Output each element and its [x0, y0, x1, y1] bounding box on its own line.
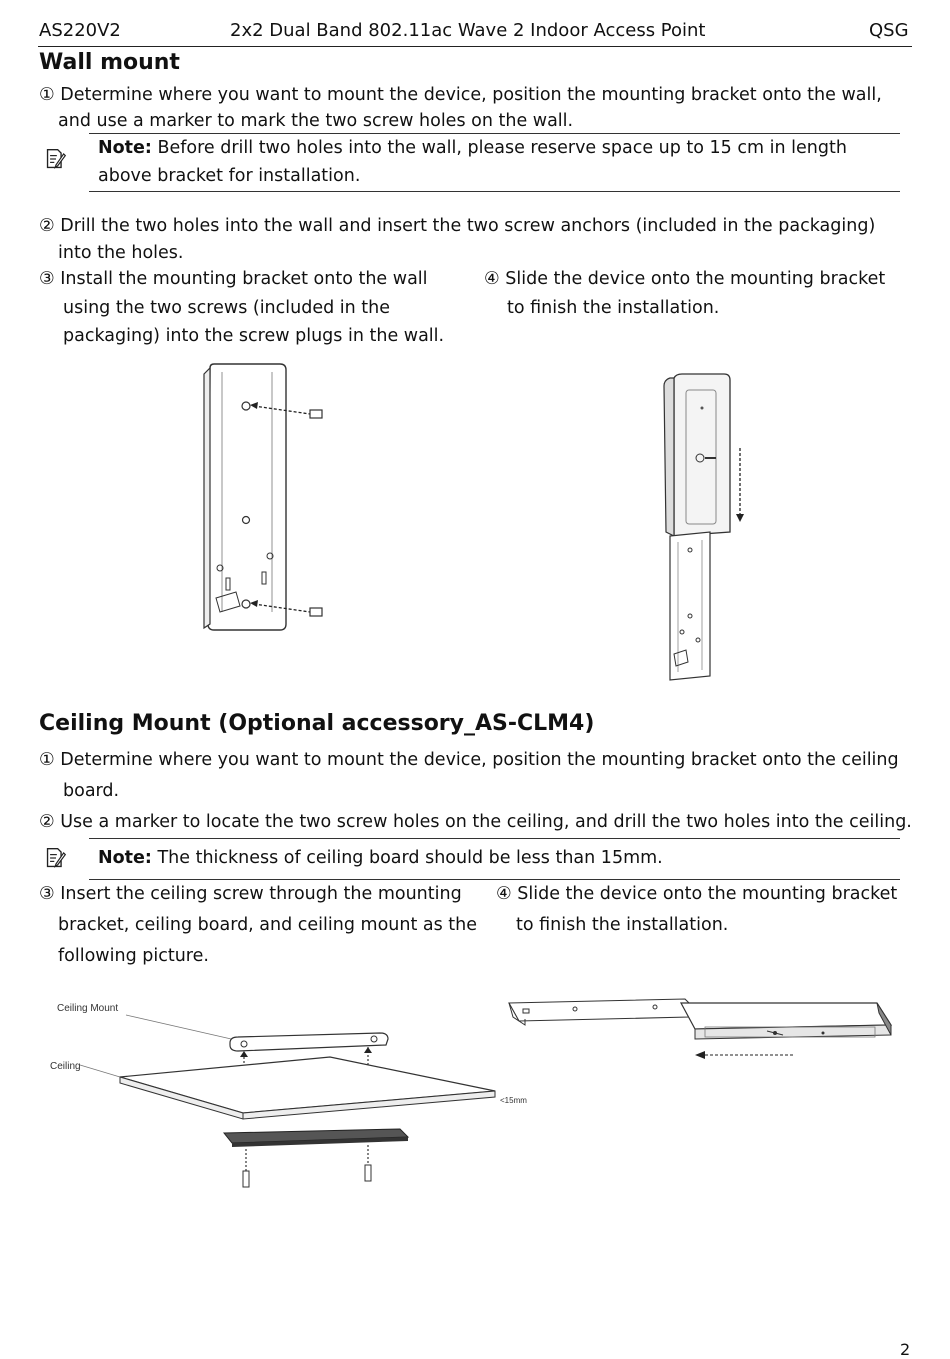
ceiling-step3-line3: following picture.: [58, 946, 209, 966]
wall-step1-line1: ① Determine where you want to mount the device, position the mounting bracket onto the wall,: [39, 85, 882, 105]
ceiling-note: [98, 844, 663, 872]
ceiling-step2-line1: ② Use a marker to locate the two screw holes on the ceiling, and drill the two holes into the ceiling.: [39, 812, 912, 832]
ceiling-step4-line1: ④ Slide the device onto the mounting bracket: [496, 884, 898, 904]
ceiling-step3-line1: ③ Insert the ceiling screw through the mounting: [39, 884, 462, 904]
header-guide: QSG: [869, 20, 909, 41]
wall-step4-line2: to finish the installation.: [507, 298, 720, 318]
wall-note-text: Before drill two holes into the wall, please reserve space up to 15 cm in length: [151, 138, 847, 158]
ceiling-mount-heading: Ceiling Mount (Optional accessory_AS-CLM4): [39, 711, 595, 736]
figure-label-thickness: <15mm: [500, 1096, 527, 1105]
header-model: AS220V2: [39, 20, 121, 41]
page-number: 2: [900, 1340, 911, 1359]
figure-label-ceiling-mount: Ceiling Mount: [57, 1003, 119, 1014]
ceiling-note-text: The thickness of ceiling board should be less than 15mm.: [151, 848, 663, 868]
wall-bracket-illustration: [200, 362, 340, 634]
ceiling-step1-line1: ① Determine where you want to mount the device, position the mounting bracket onto the ceiling: [39, 750, 899, 770]
ceiling-step4-line2: to finish the installation.: [516, 915, 729, 935]
wall-note-label: Note:: [98, 138, 152, 158]
wall-step2-line1: ② Drill the two holes into the wall and insert the two screw anchors (included in the packaging): [39, 216, 876, 236]
ceiling-device-illustration: [505, 995, 895, 1065]
ceiling-note-label: Note:: [98, 848, 152, 868]
wall-note-bottom-rule: [89, 191, 900, 192]
note-icon: [45, 146, 67, 172]
wall-mount-heading: Wall mount: [39, 50, 180, 75]
wall-step1-line2: and use a marker to mark the two screw holes on the wall.: [58, 111, 574, 131]
wall-step4-line1: ④ Slide the device onto the mounting bracket: [484, 269, 886, 289]
ceiling-assembly-illustration: [40, 995, 540, 1195]
ceiling-note-top-rule: [89, 838, 900, 839]
wall-device-illustration: [660, 372, 760, 684]
ceiling-step1-line2: board.: [63, 781, 120, 801]
ceiling-step3-line2: bracket, ceiling board, and ceiling mount as the: [58, 915, 478, 935]
wall-step3-line2: using the two screws (included in the: [63, 298, 391, 318]
wall-step3-line3: packaging) into the screw plugs in the wall.: [63, 326, 445, 346]
header-divider: [38, 46, 912, 47]
wall-note-line1: [98, 134, 847, 162]
figure-label-ceiling: Ceiling: [50, 1061, 81, 1072]
wall-note-line2: above bracket for installation.: [98, 166, 361, 186]
wall-step2-line2: into the holes.: [58, 243, 184, 263]
note-icon: [45, 845, 67, 871]
header-title: 2x2 Dual Band 802.11ac Wave 2 Indoor Access Point: [230, 20, 706, 41]
wall-step3-line1: ③ Install the mounting bracket onto the wall: [39, 269, 428, 289]
